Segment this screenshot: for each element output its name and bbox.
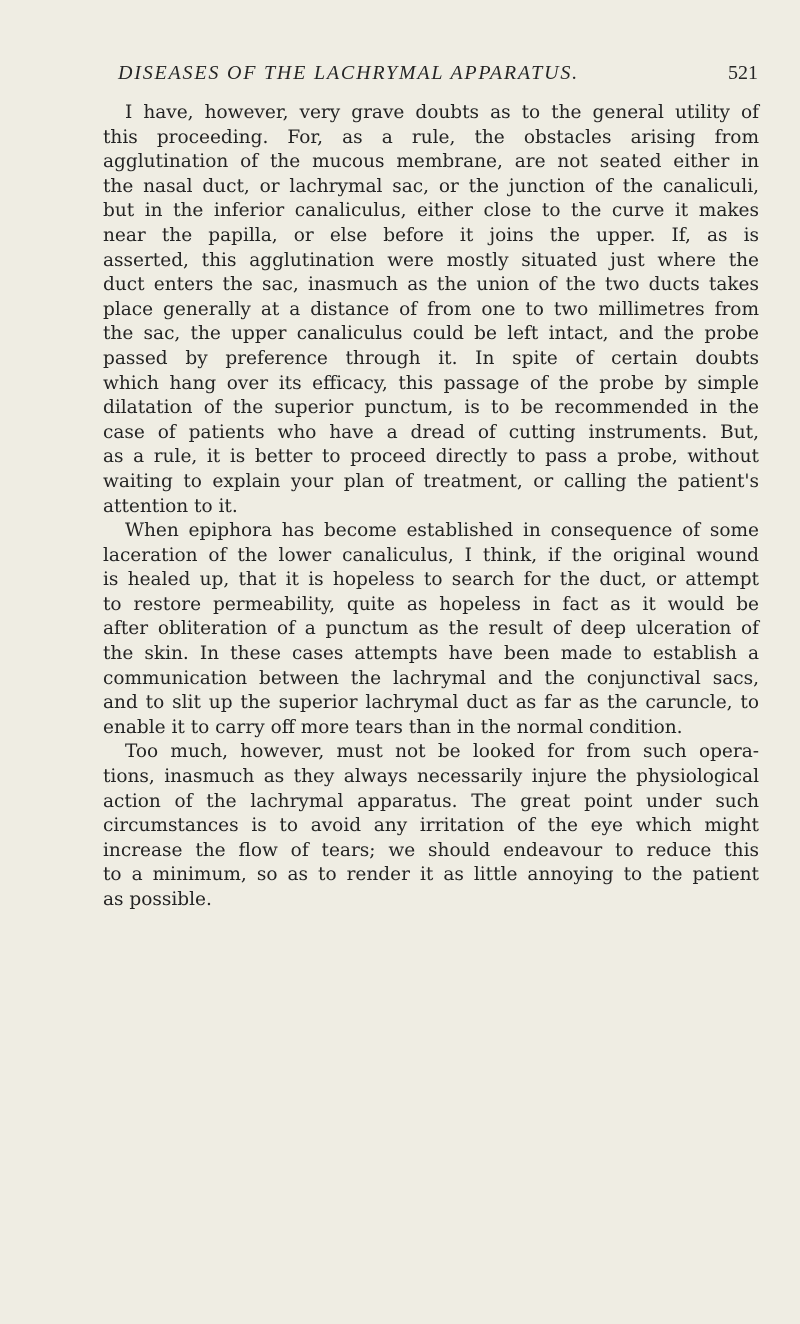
text-line: the skin. In these cases attempts have been made to establish a <box>103 643 759 665</box>
text-line: communication between the lachrymal and the conjunctival sacs, <box>103 667 759 689</box>
text-line: attention to it. <box>103 495 238 517</box>
body-text <box>103 101 759 913</box>
text-line: this proceeding. For, as a rule, the obstacles arising from <box>103 126 759 148</box>
text-line: circumstances is to avoid any irritation of the eye which might <box>103 815 759 837</box>
text-line: the sac, the upper canaliculus could be left intact, and the probe <box>103 323 759 345</box>
text-line: Too much, however, must not be looked for from such opera- <box>125 741 759 763</box>
text-line: as possible. <box>103 889 212 910</box>
text-line: When epiphora has become established in consequence of some <box>125 520 759 542</box>
paragraph-1 <box>103 101 759 519</box>
text-line: tions, inasmuch as they always necessarily injure the physiological <box>103 766 759 788</box>
text-line: as a rule, it is better to proceed directly to pass a probe, without <box>103 446 759 468</box>
text-line: passed by preference through it. In spite of certain doubts <box>103 347 759 369</box>
text-line: and to slit up the superior lachrymal duct as far as the caruncle, to <box>103 692 759 714</box>
text-line: I have, however, very grave doubts as to the general utility of <box>125 102 759 123</box>
paragraph-2 <box>103 519 759 740</box>
text-line: action of the lachrymal apparatus. The great point under such <box>103 790 759 812</box>
text-line: waiting to explain your plan of treatment, or calling the patient's <box>103 470 759 492</box>
text-line: asserted, this agglutination were mostly situated just where the <box>103 249 759 271</box>
text-line: dilatation of the superior punctum, is to be recommended in the <box>103 397 759 419</box>
text-line: but in the inferior canaliculus, either close to the curve it makes <box>103 200 759 222</box>
text-line: enable it to carry off more tears than in the normal condition. <box>103 716 683 738</box>
text-line: place generally at a distance of from one to two millimetres from <box>103 298 759 320</box>
text-line: laceration of the lower canaliculus, I think, if the original wound <box>103 544 759 566</box>
paragraph-3 <box>103 740 759 912</box>
text-line: increase the flow of tears; we should endeavour to reduce this <box>103 839 759 861</box>
text-line: duct enters the sac, inasmuch as the union of the two ducts takes <box>103 274 759 296</box>
text-line: case of patients who have a dread of cutting instruments. But, <box>103 421 759 443</box>
text-line: which hang over its efficacy, this passage of the probe by simple <box>103 372 759 394</box>
text-line: after obliteration of a punctum as the result of deep ulceration of <box>103 618 759 640</box>
page-number: 521 <box>728 62 758 84</box>
text-line: to restore permeability, quite as hopeless in fact as it would be <box>103 593 759 615</box>
text-line: to a minimum, so as to render it as little annoying to the patient <box>103 864 759 886</box>
text-line: is healed up, that it is hopeless to search for the duct, or attempt <box>103 569 759 591</box>
text-line: agglutination of the mucous membrane, are not seated either in <box>103 151 759 173</box>
running-head <box>110 62 758 92</box>
text-line: near the papilla, or else before it joins the upper. If, as is <box>103 224 759 246</box>
text-line: the nasal duct, or lachrymal sac, or the junction of the canaliculi, <box>103 175 759 197</box>
running-title: DISEASES OF THE LACHRYMAL APPARATUS. <box>118 62 579 84</box>
